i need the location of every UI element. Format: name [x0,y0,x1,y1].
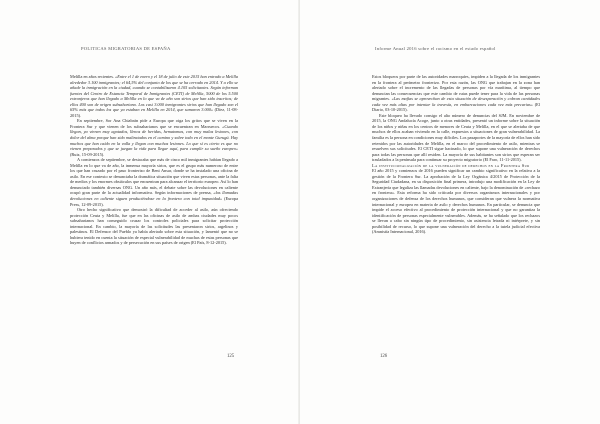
left-page-number: 125 [227,354,235,359]
paragraph: Melilla en años recientes. «Entre el 1 de enero y el 18 de julio de este 2015 han entrado a Melilla alrededor 3.100 inmigrantes; el 64,5% del conjunto de los que se ha cerrado en 2014. Y a ello se añade la inmigración en la ciudad, cuando se contabilizaron 4.105 solicitantes. Según informan fuentes del Centro de Estancia Temporal de Inmigrantes (CETI) de Melilla, 5000 de los 5.500 extranjeros que han llegado a Melilla en lo que va de año son sirios que han sido inscritos; de ellos 400 son de origen subsahariano. Los casi 3.000 inmigrantes sirios que han llegado son el 65% más que todos los que ya estaban en Melilla en 2014, que sumaron 3.000» (Díez, 11-08-2015). [70,74,239,118]
right-page [300,0,600,424]
paragraph: A comienzos de septiembre, se destacaba que más de cinco mil inmigrantes habían llegado a Melilla en lo que va de año, la inmensa mayoría sirios, que es el grupo más numeroso de entre los que han cruzado por el paso fronterizo de Beni Ansar, donde se ha instalado una oficina de asilo. En ese contexto se denunciaba la dramática situación que viven estas personas, ante la falta de medios y los enormes obstáculos que encuentran para alcanzar el territorio europeo. Así lo han denunciado también diversas ONG. Un año más, el debate sobre las devoluciones en caliente ocupó gran parte de la actualidad informativa. Según informaciones de prensa, «las llamadas devoluciones en caliente siguen produciéndose en la frontera con total impunidad» (Europa Press, 12-09-2015). [70,157,238,207]
paragraph: El año 2015 y comienzos de 2016 pueden significar un cambio significativo en la relativa a la gestión de la Frontera Sur. La aprobación de la Ley Orgánica 4/2015 de Protección de la Seguridad Ciudadana, en su disposición final primera, introdujo una modificación en la Ley de Extranjería que legaliza las llamadas devoluciones en caliente, bajo la denominación de «rechazo en frontera». Esta reforma ha sido criticada por diversos organismos internacionales y por organizaciones de defensa de los derechos humanos, que consideran que vulnera la normativa internacional y europea en materia de asilo y derechos humanos. En particular, se denuncia que impide el acceso efectivo al procedimiento de protección internacional y que no garantiza la identificación de personas especialmente vulnerables. Además, se ha señalado que los rechazos se llevan a cabo sin ningún tipo de procedimiento, sin asistencia letrada ni intérprete, y sin posibilidad de recurso, lo que supone una vulneración del derecho a la tutela judicial efectiva (Amnistía Internacional, 2016). [372,168,540,235]
section-heading: La institucionalización de la vulneración de derechos en la Frontera Sur [372,162,530,168]
paragraph: En septiembre, Sor Ana Chiabrán pide a Europa que oiga los gritos que se viven en la Frontera Sur y que vienen de los subsaharianos que se encuentran en Marruecos. «Cuando llegan, ya vienen muy agotados, llenos de heridas, hematomas, con muy malas lesiones, con dolor del alma porque han sido maltratados en el camino y sobre todo en el monte Gurugú. Hay muchos que han caído en la valla y llegan con muchas lesiones. Lo que sí es cierto es que no vienen preparados y que se juegan la vida para llegar aquí, para cumplir su sueño europeo» (Ruiz, 15-09-2015). [70,118,238,157]
paragraph: Otro hecho significativo que demostró la dificultad de acceder al asilo, aún ofreciendo protección Ceuta y Melilla, fue que en las oficinas de asilo de ambas ciudades muy pocos subsaharianos han conseguido cruzar los controles policiales para solicitar protección internacional. En cambio, la mayoría de las solicitudes las presentaron sirios, argelinos y palestinos. El Defensor del Pueblo ya había alertado sobre esta situación, y lamentó que no se hubiera tenido en cuenta la situación de especial vulnerabilidad de muchas de estas personas que huyen de conflictos armados y de persecución en sus países de origen (El País, 8-12-2015). [70,207,238,246]
paragraph: Este bloqueo ha llevado consigo el alto número de denuncias del SJM. En noviembre de 2015, la ONG Andalucía Acoge, junto a otras entidades, presentó un informe sobre la situación de los niños y niñas en los centros de menores de Ceuta y Melilla, en el que se alertaba de que muchos de ellos acaban viviendo en la calle, expuestos a situaciones de gran vulnerabilidad. La familia es la persona en condiciones muy difíciles. Los pasaportes de la mayoría de ellos han sido retenidos por las autoridades de Melilla, en el marco del procedimiento de asilo, mientras se resuelven sus solicitudes. El CETI sigue hacinado, lo que supone una vulneración de derechos para todas las personas que allí residen. La mayoría de sus habitantes son sirios que esperan ser trasladados a la península para continuar su proyecto migratorio (El Faro, 11-11-2015). [372,112,540,163]
paragraph: Estos bloqueos por parte de las autoridades marroquíes, impiden a la llegada de los inmigrantes en la frontera al perímetro fronterizo. Por esta razón, las ONG que trabajan en la zona han alertado sobre el incremento de las llegadas de personas por vía marítima, al tiempo que denuncian las consecuencias que este cambio de rutas puede tener para la vida de las personas migrantes. «Las mafias se aprovechan de esta situación de desesperación y cobran cantidades cada vez más altas por intentar la travesía, en embarcaciones cada vez más precarias» (El Diario, 03-10-2015). [372,74,541,113]
left-running-head: POLITICAS MIGRATORIAS DE ESPAÑA [81,46,171,51]
right-body-text [372,74,540,235]
left-body-text [70,74,238,246]
right-page-number: 126 [380,354,388,359]
right-running-head: Informe Anual 2016 sobre el racismo en el estado español [375,46,496,51]
